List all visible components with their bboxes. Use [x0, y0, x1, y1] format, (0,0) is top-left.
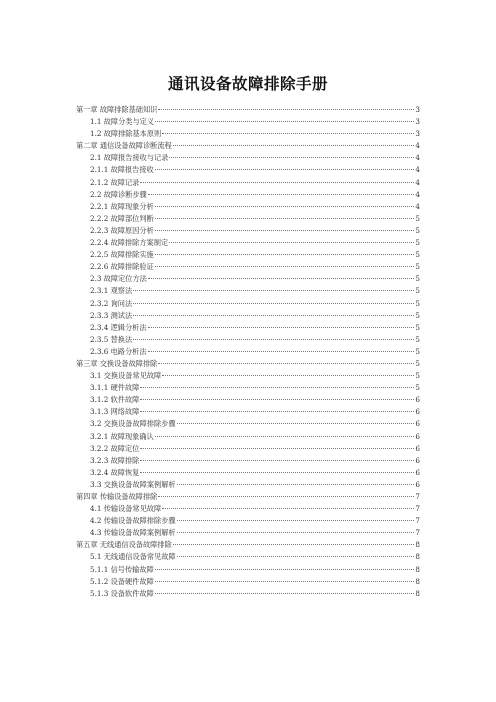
toc-entry-title: 2.1.2 故障记录 — [90, 177, 140, 187]
toc-entry-title: 3.1.1 硬件故障 — [90, 383, 140, 393]
toc-entry[interactable] — [76, 213, 420, 225]
toc-page-number: 5 — [415, 286, 420, 296]
toc-leader-dots — [155, 254, 415, 255]
toc-entry-title: 第四章 传输设备故障排除 — [76, 492, 158, 501]
toc-leader-dots — [177, 484, 415, 485]
toc-page-number: 4 — [415, 177, 420, 187]
toc-leader-dots — [133, 290, 414, 291]
toc-entry-title: 3.2 交换设备故障排除步骤 — [90, 419, 176, 429]
toc-leader-dots — [148, 327, 415, 328]
toc-entry[interactable] — [76, 431, 420, 443]
toc-entry[interactable] — [76, 261, 420, 273]
toc-leader-dots — [169, 157, 414, 158]
toc-leader-dots — [162, 508, 414, 509]
toc-entry-title: 2.2.3 故障原因分析 — [90, 225, 154, 235]
toc-leader-dots — [155, 206, 415, 207]
toc-entry[interactable] — [76, 273, 420, 285]
toc-page-number: 7 — [415, 504, 420, 514]
toc-page-number: 3 — [415, 129, 420, 139]
toc-leader-dots — [158, 363, 414, 364]
toc-page-number: 6 — [415, 431, 420, 441]
toc-entry-title: 3.2.2 故障定位 — [90, 443, 140, 453]
toc-entry[interactable] — [76, 382, 420, 394]
toc-page-number: 6 — [415, 395, 420, 405]
toc-entry-title: 3.2.4 故障恢复 — [90, 467, 140, 477]
toc-entry-title: 2.3.6 电路分析法 — [90, 346, 147, 356]
toc-leader-dots — [148, 351, 415, 352]
toc-entry-title: 2.1 故障报告接收与记录 — [90, 153, 169, 163]
toc-entry-title: 3.1 交换设备常见故障 — [90, 371, 162, 381]
toc-entry-title: 2.3.4 逻辑分析法 — [90, 322, 147, 332]
toc-leader-dots — [133, 303, 414, 304]
toc-entry[interactable] — [76, 140, 420, 152]
toc-page-number: 8 — [415, 540, 420, 550]
toc-entry-title: 2.2.2 故障部位判断 — [90, 213, 154, 223]
toc-leader-dots — [155, 593, 415, 594]
toc-entry[interactable] — [76, 201, 420, 213]
toc-entry-title: 2.3.2 询问法 — [90, 298, 133, 308]
toc-entry-title: 2.3.5 替换法 — [90, 334, 133, 344]
toc-leader-dots — [155, 266, 415, 267]
toc-page-number: 7 — [415, 528, 420, 538]
toc-entry-title: 3.2.1 故障现象确认 — [90, 431, 154, 441]
toc-leader-dots — [140, 399, 414, 400]
toc-entry-title: 2.2.5 故障排除实施 — [90, 250, 154, 260]
toc-entry[interactable] — [76, 564, 420, 576]
toc-leader-dots — [140, 460, 414, 461]
toc-leader-dots — [177, 423, 415, 424]
toc-entry[interactable] — [76, 152, 420, 164]
toc-leader-dots — [162, 375, 414, 376]
toc-entry[interactable] — [76, 394, 420, 406]
toc-entry[interactable] — [76, 237, 420, 249]
toc-leader-dots — [155, 581, 415, 582]
toc-entry-title: 第二章 通信设备故障诊断流程 — [76, 141, 172, 151]
toc-entry[interactable] — [76, 249, 420, 261]
toc-entry[interactable] — [76, 588, 420, 600]
toc-page-number: 5 — [415, 310, 420, 320]
toc-page-number: 5 — [415, 238, 420, 248]
toc-entry[interactable] — [76, 491, 420, 503]
toc-entry-title: 2.3.3 测试法 — [90, 310, 133, 320]
toc-page-number: 6 — [415, 419, 420, 429]
toc-leader-dots — [177, 556, 415, 557]
toc-page-number: 6 — [415, 455, 420, 465]
toc-entry[interactable] — [76, 116, 420, 128]
toc-entry[interactable] — [76, 310, 420, 322]
toc-page-number: 5 — [415, 346, 420, 356]
toc-page-number: 5 — [415, 225, 420, 235]
toc-entry[interactable] — [76, 418, 420, 430]
toc-leader-dots — [158, 109, 414, 110]
toc-entry-title: 3.1.2 软件故障 — [90, 395, 140, 405]
toc-entry-title: 3.3 交换设备故障案例解析 — [90, 479, 176, 489]
toc-page-number: 8 — [415, 576, 420, 586]
toc-entry[interactable] — [76, 515, 420, 527]
toc-page-number: 4 — [415, 201, 420, 211]
toc-page-number: 4 — [415, 165, 420, 175]
toc-entry[interactable] — [76, 358, 420, 370]
toc-leader-dots — [173, 145, 415, 146]
toc-leader-dots — [158, 496, 414, 497]
toc-leader-dots — [177, 532, 415, 533]
toc-entry-title: 1.1 故障分类与定义 — [90, 117, 155, 127]
toc-entry-title: 5.1 无线通信设备常见故障 — [90, 552, 176, 562]
toc-entry-title: 4.3 传输设备故障案例解析 — [90, 528, 176, 538]
toc-entry-title: 5.1.2 设备硬件故障 — [90, 576, 154, 586]
toc-page-number: 7 — [415, 492, 420, 501]
toc-page-number: 5 — [415, 322, 420, 332]
toc-leader-dots — [133, 315, 414, 316]
toc-entry[interactable] — [76, 443, 420, 455]
toc-entry-title: 4.2 传输设备故障排除步骤 — [90, 516, 176, 526]
table-of-contents — [76, 104, 420, 600]
toc-entry-title: 3.2.3 故障排除 — [90, 455, 140, 465]
toc-leader-dots — [133, 339, 414, 340]
toc-entry-title: 第一章 故障排除基础知识 — [76, 105, 158, 114]
toc-entry-title: 4.1 传输设备常见故障 — [90, 504, 162, 514]
toc-leader-dots — [140, 472, 414, 473]
toc-entry[interactable] — [76, 406, 420, 418]
toc-leader-dots — [155, 218, 415, 219]
toc-page-number: 8 — [415, 564, 420, 574]
toc-entry-title: 2.2.6 故障排除验证 — [90, 262, 154, 272]
toc-entry[interactable] — [76, 479, 420, 491]
toc-entry-title: 2.2.1 故障现象分析 — [90, 201, 154, 211]
toc-entry-title: 第五章 无线通信设备故障排除 — [76, 540, 172, 550]
toc-entry[interactable] — [76, 334, 420, 346]
toc-page-number: 5 — [415, 358, 420, 368]
toc-page-number: 5 — [415, 250, 420, 260]
toc-leader-dots — [140, 448, 414, 449]
toc-entry[interactable] — [76, 104, 420, 116]
toc-entry-title: 2.2.4 故障排除方案制定 — [90, 238, 169, 248]
toc-leader-dots — [173, 544, 415, 545]
toc-page-number: 5 — [415, 298, 420, 308]
toc-entry-title: 5.1.1 信号传输故障 — [90, 564, 154, 574]
toc-page-number: 7 — [415, 516, 420, 526]
toc-page-number: 8 — [415, 588, 420, 598]
toc-leader-dots — [155, 230, 415, 231]
toc-page-number: 6 — [415, 407, 420, 417]
toc-leader-dots — [140, 182, 414, 183]
toc-page-number: 4 — [415, 141, 420, 151]
toc-entry-title: 1.2 故障排除基本原则 — [90, 129, 162, 139]
toc-entry[interactable] — [76, 189, 420, 201]
toc-leader-dots — [140, 411, 414, 412]
toc-page-number: 5 — [415, 383, 420, 393]
toc-page-number: 6 — [415, 479, 420, 489]
toc-leader-dots — [155, 569, 415, 570]
toc-entry[interactable] — [76, 346, 420, 358]
toc-entry-title: 第三章 交换设备故障排除 — [76, 358, 158, 368]
toc-page-number: 8 — [415, 552, 420, 562]
toc-entry[interactable] — [76, 164, 420, 176]
toc-entry[interactable] — [76, 322, 420, 334]
toc-page-number: 5 — [415, 262, 420, 272]
toc-entry[interactable] — [76, 285, 420, 297]
toc-page-number: 5 — [415, 213, 420, 223]
toc-entry[interactable] — [76, 455, 420, 467]
toc-entry[interactable] — [76, 551, 420, 563]
toc-page-number: 4 — [415, 153, 420, 163]
toc-leader-dots — [155, 169, 415, 170]
toc-entry[interactable] — [76, 527, 420, 539]
toc-entry-title: 2.2 故障诊断步骤 — [90, 189, 147, 199]
toc-leader-dots — [169, 242, 414, 243]
toc-page-number: 5 — [415, 334, 420, 344]
toc-entry[interactable] — [76, 539, 420, 551]
toc-entry[interactable] — [76, 576, 420, 588]
document-title: 通讯设备故障排除手册 — [167, 75, 328, 93]
toc-entry[interactable] — [76, 177, 420, 189]
toc-page-number: 4 — [415, 189, 420, 199]
toc-entry-title: 2.3.1 观察法 — [90, 286, 133, 296]
toc-page-number: 3 — [415, 117, 420, 127]
toc-entry-title: 2.1.1 故障报告接收 — [90, 165, 154, 175]
toc-page-number: 5 — [415, 274, 420, 284]
toc-page-number: 3 — [415, 105, 420, 114]
toc-leader-dots — [162, 133, 414, 134]
toc-entry-title: 5.1.3 设备软件故障 — [90, 588, 154, 598]
toc-entry[interactable] — [76, 467, 420, 479]
toc-leader-dots — [177, 520, 415, 521]
toc-leader-dots — [155, 436, 415, 437]
toc-page-number: 6 — [415, 467, 420, 477]
toc-entry[interactable] — [76, 225, 420, 237]
toc-entry-title: 3.1.3 网络故障 — [90, 407, 140, 417]
toc-entry[interactable] — [76, 370, 420, 382]
toc-page-number: 6 — [415, 443, 420, 453]
toc-leader-dots — [155, 121, 414, 122]
toc-leader-dots — [148, 194, 415, 195]
toc-entry[interactable] — [76, 298, 420, 310]
toc-leader-dots — [148, 278, 415, 279]
toc-entry-title: 2.3 故障定位方法 — [90, 274, 147, 284]
toc-entry[interactable] — [76, 503, 420, 515]
toc-page-number: 5 — [415, 371, 420, 381]
toc-entry[interactable] — [76, 128, 420, 140]
toc-leader-dots — [140, 387, 414, 388]
